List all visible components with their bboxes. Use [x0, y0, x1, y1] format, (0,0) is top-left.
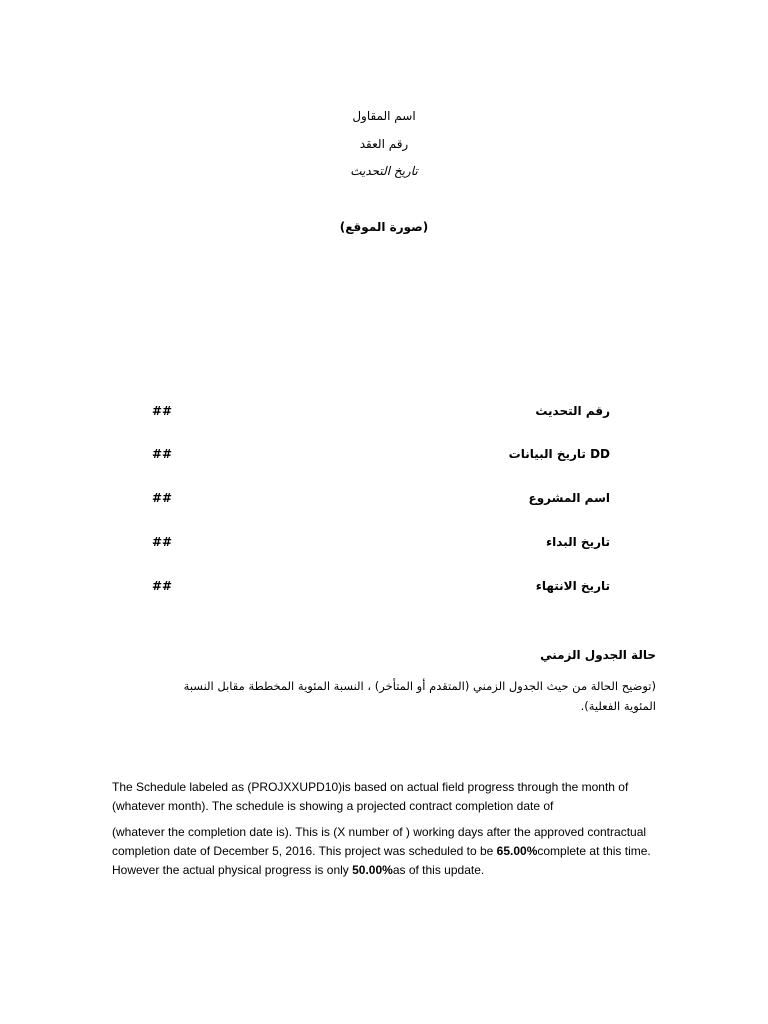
site-photo-placeholder: (صورة الموقع)	[339, 220, 429, 234]
schedule-status-description: (توضيح الحالة من حيث الجدول الزمني (المتقدم أو المتأخر) ، النسبة المئوية المخططة مقابل النسبة المئوية الفعلية).	[183, 679, 656, 713]
actual-percent: 50.00%	[352, 863, 393, 877]
field-row-end-date	[0, 579, 768, 595]
field-label: اسم المشروع	[528, 491, 610, 505]
field-row-update-number	[0, 404, 768, 420]
field-label: DD تاريخ البيانات	[508, 447, 610, 461]
field-value: ##	[152, 447, 173, 461]
field-value: ##	[152, 491, 173, 505]
field-row-project-name	[0, 491, 768, 507]
field-label: رقم التحديث	[535, 404, 610, 418]
schedule-status-heading: حالة الجدول الزمني	[540, 648, 656, 662]
paragraph-text: (whatever the completion date is). This is (X number of ) working days after the approved contractual completion date of December 5, 2016. This project was scheduled to be	[112, 825, 647, 858]
contractor-name: اسم المقاول	[352, 109, 416, 123]
planned-percent: 65.00%	[496, 844, 538, 858]
contract-number: رقم العقد	[359, 137, 409, 151]
schedule-paragraph-2	[112, 823, 660, 880]
field-value: ##	[152, 535, 173, 549]
field-label: تاريخ البداء	[546, 535, 610, 549]
schedule-paragraph-1: The Schedule labeled as (PROJXXUPD10)is based on actual field progress through the month of (whatever month). The schedule is showing a projected contract completion date of	[112, 780, 629, 813]
field-row-data-date	[0, 447, 768, 463]
field-value: ##	[152, 404, 173, 418]
field-value: ##	[152, 579, 173, 593]
update-date: تاريخ التحديث	[350, 164, 418, 178]
paragraph-text: as of this update.	[392, 863, 485, 877]
field-label: تاريخ الانتهاء	[535, 579, 610, 593]
field-row-start-date	[0, 535, 768, 551]
paragraph-text: complete at this time. However the actual physical progress is only	[112, 844, 651, 877]
